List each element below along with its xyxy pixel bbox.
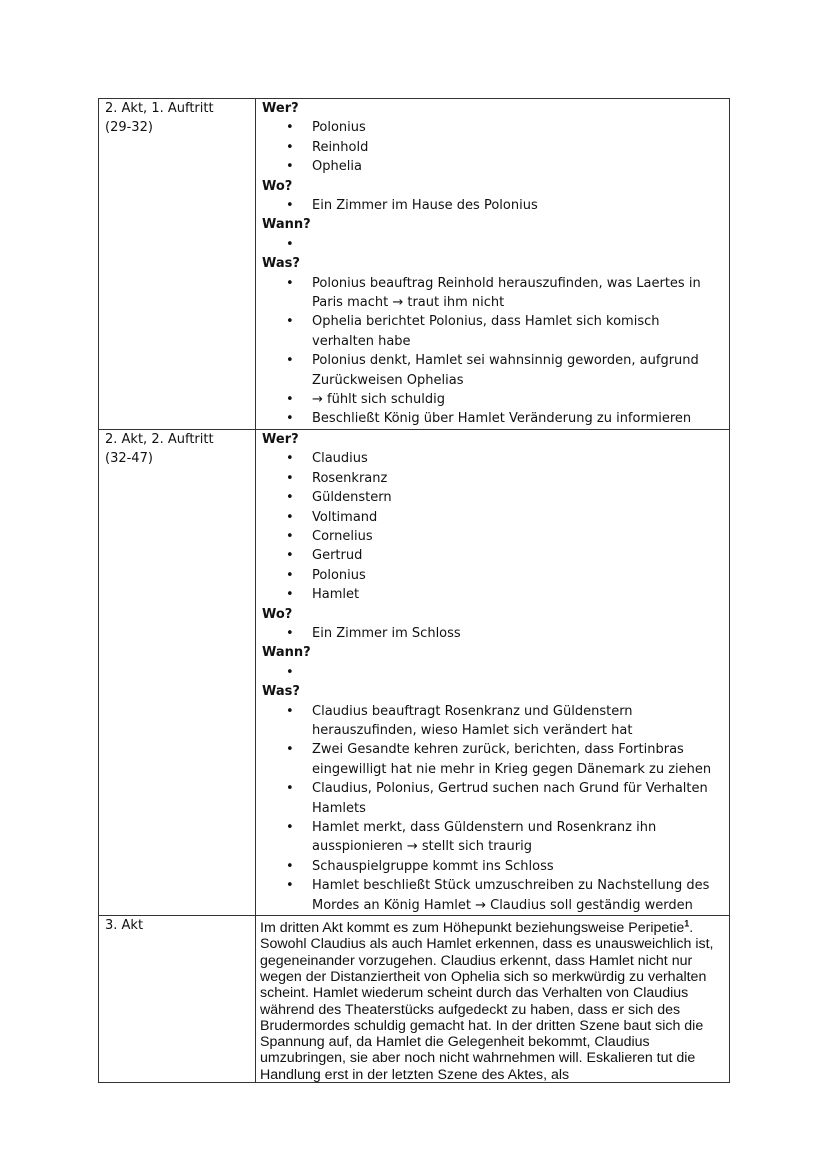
- list-item: • Polonius denkt, Hamlet sei wahnsinnig geworden, aufgrund Zurückweisen Ophelias: [262, 351, 725, 390]
- when-heading: Wann?: [262, 645, 311, 661]
- list-item: • Reinhold: [262, 138, 725, 157]
- summary-text-rest: . Sowohl Claudius als auch Hamlet erkennen, dass es unausweichlich ist, gegeneinander vorzugehen. Claudius erkennt, dass Hamlet nicht nur wegen der Distanziertheit von Ophelia sich so merkwürdig zu verhalten scheint. Hamlet wiederum scheint durch das Verhalten von Claudius während des Theaterstücks aufgedeckt zu haben, dass er sich des Brudermordes schuldig gemacht hat. In der dritten Szene baut sich die Spannung auf, da Hamlet die Gelegenheit bekommt, Claudius umzubringen, sie aber noch nicht wahrnehmen will. Eskalieren tut die Handlung erst in der letzten Szene des Aktes, als: [260, 920, 714, 1083]
- list-item: • Claudius beauftragt Rosenkranz und Güldenstern herauszufinden, wieso Hamlet sich verändert hat: [262, 702, 725, 741]
- list-item: • Voltimand: [262, 508, 725, 527]
- list-item: [262, 663, 725, 682]
- list-item: • Polonius: [262, 566, 725, 585]
- page-range: (32-47): [105, 451, 153, 467]
- list-item: • Polonius: [262, 118, 725, 137]
- list-item: • Zwei Gesandte kehren zurück, berichten, dass Fortinbras eingewilligt hat nie mehr in Krieg gegen Dänemark zu ziehen: [262, 740, 725, 779]
- list-item: • Ein Zimmer im Hause des Polonius: [262, 196, 725, 215]
- when-list: [262, 235, 725, 254]
- summary-cell: [256, 916, 730, 1083]
- list-item: • Hamlet: [262, 585, 725, 604]
- when-list: [262, 663, 725, 682]
- list-item: • Güldenstern: [262, 488, 725, 507]
- list-item: • Rosenkranz: [262, 469, 725, 488]
- where-list: [262, 196, 725, 215]
- summary-text-lead: Im dritten Akt kommt es zum Höhepunkt beziehungsweise Peripetie: [260, 920, 685, 937]
- where-list: [262, 624, 725, 643]
- who-heading: Wer?: [262, 431, 299, 447]
- list-item: • Beschließt König über Hamlet Veränderung zu informieren: [262, 409, 725, 428]
- list-item: • Gertrud: [262, 546, 725, 565]
- what-heading: Was?: [262, 684, 300, 700]
- when-heading: Wann?: [262, 217, 311, 233]
- list-item: [262, 235, 725, 254]
- scene-table: [98, 98, 730, 1083]
- table-row: [99, 916, 730, 1083]
- details-cell: [256, 99, 730, 430]
- list-item: • Hamlet merkt, dass Güldenstern und Rosenkranz ihn ausspionieren → stellt sich traurig: [262, 818, 725, 857]
- who-heading: Wer?: [262, 101, 299, 116]
- list-item: • Claudius: [262, 449, 725, 468]
- where-heading: Wo?: [262, 606, 293, 622]
- act3-summary: [260, 920, 723, 1082]
- act-cell: [99, 99, 256, 430]
- details-cell: [256, 429, 730, 915]
- list-item: • Cornelius: [262, 527, 725, 546]
- list-item: • Claudius, Polonius, Gertrud suchen nach Grund für Verhalten Hamlets: [262, 779, 725, 818]
- page-range: (29-32): [105, 120, 153, 136]
- who-list: [262, 118, 725, 176]
- footnote-mark: 1: [684, 920, 690, 929]
- list-item: • → fühlt sich schuldig: [262, 390, 725, 409]
- table-row: [99, 99, 730, 430]
- act-cell: [99, 916, 256, 1083]
- table-row: [99, 429, 730, 915]
- list-item: • Polonius beauftrag Reinhold herauszufinden, was Laertes in Paris macht → traut ihm nicht: [262, 274, 725, 313]
- list-item: • Ophelia: [262, 157, 725, 176]
- who-list: [262, 449, 725, 604]
- list-item: • Schauspielgruppe kommt ins Schloss: [262, 857, 725, 876]
- what-list: [262, 702, 725, 915]
- act-label: 3. Akt: [105, 918, 144, 934]
- list-item: • Ophelia berichtet Polonius, dass Hamlet sich komisch verhalten habe: [262, 312, 725, 351]
- list-item: • Ein Zimmer im Schloss: [262, 624, 725, 643]
- act-label: 2. Akt, 1. Auftritt: [105, 101, 214, 116]
- act-cell: [99, 429, 256, 915]
- what-heading: Was?: [262, 256, 300, 272]
- act-label: 2. Akt, 2. Auftritt: [105, 431, 214, 447]
- list-item: • Hamlet beschließt Stück umzuschreiben zu Nachstellung des Mordes an König Hamlet → Claudius soll geständig werden: [262, 876, 725, 915]
- where-heading: Wo?: [262, 178, 293, 194]
- what-list: [262, 274, 725, 429]
